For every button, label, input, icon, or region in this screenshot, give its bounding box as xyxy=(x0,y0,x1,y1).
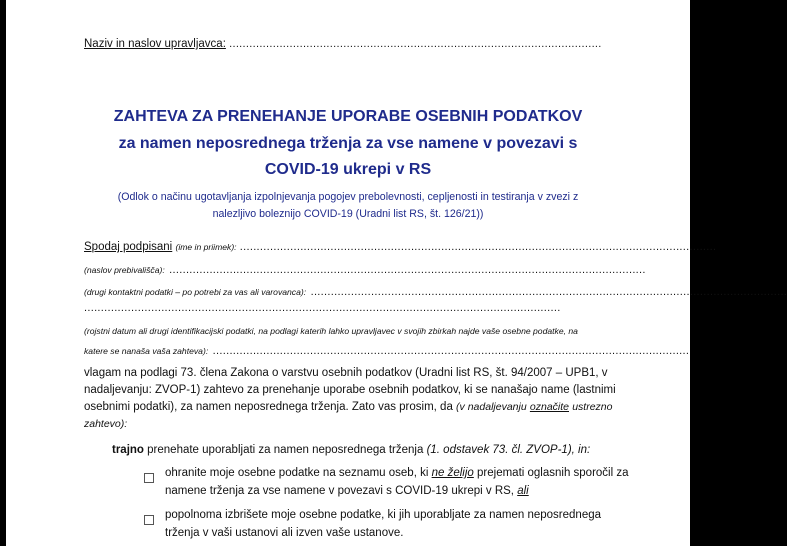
name-hint: (ime in priimek): xyxy=(175,242,237,252)
controller-line xyxy=(84,38,602,50)
id-hint-line-2: katere se nanaša vaša zahteva): xyxy=(84,346,209,356)
body-line-3 xyxy=(84,401,612,413)
title-line-2: za namen neposrednega trženja za vse namene v povezavi s xyxy=(118,135,578,152)
document-page xyxy=(6,0,787,546)
body-note-end: ustrezno xyxy=(572,401,613,413)
name-field[interactable] xyxy=(84,241,717,253)
title-line-3: COVID-19 ukrepi v RS xyxy=(264,161,432,178)
subtitle-line-2: nalezljivo boleznijo COVID-19 (Uradni list RS, št. 126/21)) xyxy=(212,208,484,220)
controller-label: Naziv in naslov upravljavca: xyxy=(84,38,226,50)
option-keep-ali: ali xyxy=(517,485,529,497)
request-bold: trajno xyxy=(112,444,144,456)
option-keep-checkbox[interactable] xyxy=(144,470,154,488)
option-keep-text-a: ohranite moje osebne podatke na seznamu oseb, ki xyxy=(165,467,429,479)
option-keep-line-2 xyxy=(165,485,529,497)
option-keep-line-1 xyxy=(165,467,629,479)
body-line-2: nadaljevanju: ZVOP-1) zahtevo za prenehanje uporabe osebnih podatkov, ki se nanašajo name (lastnimi xyxy=(84,384,616,396)
body-line-3-text: osebnimi podatki), za namen neposrednega trženja. Zato vas prosim, da xyxy=(84,401,453,413)
option-keep-emph: ne želijo xyxy=(431,467,474,479)
id-dots: .............................................................................................................................................. xyxy=(212,345,690,357)
id-hint-line-1: (rojstni datum ali drugi identifikacijski podatki, na podlagi katerih lahko upravljavec v svojih zbirkah najde vaše osebne podatke, na xyxy=(84,326,578,336)
id-field[interactable] xyxy=(84,341,690,359)
option-delete-line-1: popolnoma izbrišete moje osebne podatke, ki jih uporabljate za namen neposrednega xyxy=(165,509,602,521)
address-dots: .............................................................................................................................................. xyxy=(169,264,646,276)
signed-label: Spodaj podpisani xyxy=(84,241,173,253)
blank-line[interactable]: .............................................................................................................................................. xyxy=(84,302,561,314)
body-line-4: zahtevo): xyxy=(84,418,128,430)
option-keep-text-2: namene trženja za vse namene v povezavi s COVID-19 ukrepi v RS, xyxy=(165,485,514,497)
option-keep-text-c: prejemati oglasnih sporočil za xyxy=(477,467,629,479)
contact-hint: (drugi kontaktni podatki – po potrebi za vas ali varovanca): xyxy=(84,287,307,297)
option-delete-line-2: trženja v vaši ustanovi ali izven vaše ustanove. xyxy=(165,527,404,539)
controller-dots: ............................................................................................................... xyxy=(229,38,602,50)
body-note-start: (v nadaljevanju xyxy=(456,401,527,413)
subtitle-line-1: (Odlok o načinu ugotavljanja izpolnjevanja pogojev prebolevnosti, cepljenosti in testiranja v zvezi z xyxy=(117,191,579,203)
option-delete-checkbox[interactable] xyxy=(144,512,154,530)
name-dots: .............................................................................................................................................. xyxy=(239,241,717,253)
title-line-1: ZAHTEVA ZA PRENEHANJE UPORABE OSEBNIH PODATKOV xyxy=(113,108,583,125)
body-line-1: vlagam na podlagi 73. člena Zakona o varstvu osebnih podatkov (Uradni list RS, št. 94/2007 – UPB1, v xyxy=(84,367,608,379)
contact-field[interactable] xyxy=(84,282,787,300)
address-hint: (naslov prebivališča): xyxy=(84,265,165,275)
request-ref: (1. odstavek 73. čl. ZVOP-1), in: xyxy=(426,444,591,456)
body-note-mark: označite xyxy=(529,401,569,413)
request-line xyxy=(112,444,590,456)
request-text: prenehate uporabljati za namen neposrednega trženja xyxy=(147,444,424,456)
address-field[interactable] xyxy=(84,260,646,278)
contact-dots: .............................................................................................................................................. xyxy=(310,286,787,298)
